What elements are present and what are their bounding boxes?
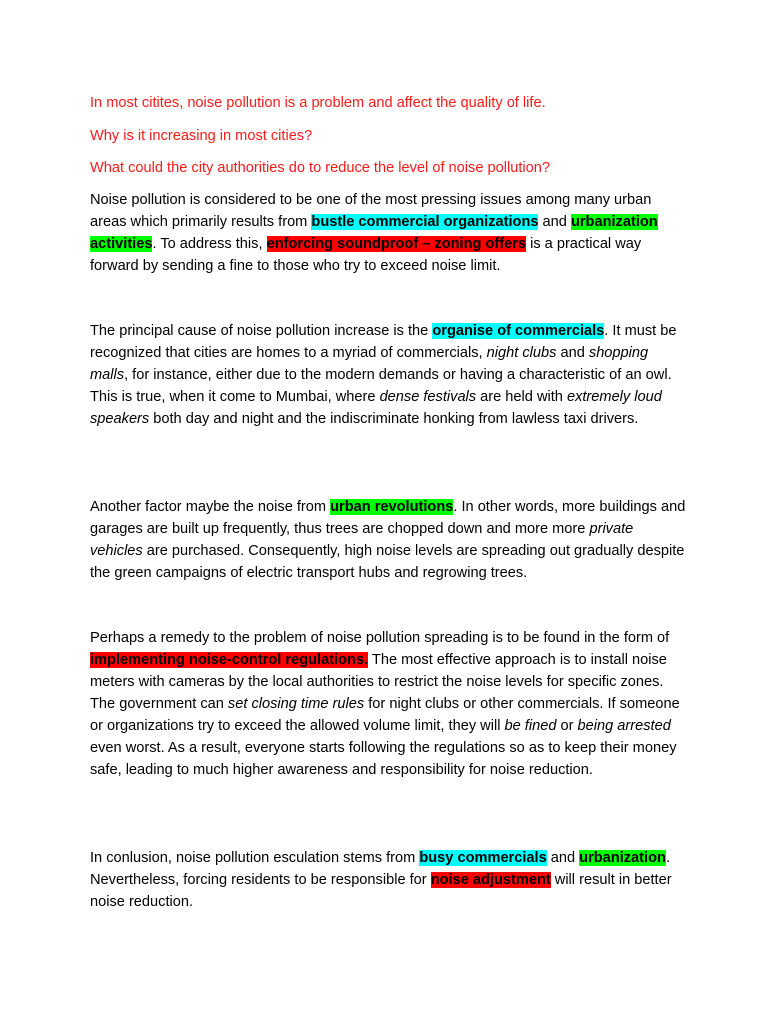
text-run: and xyxy=(556,345,589,361)
paragraph-another-factor xyxy=(90,496,690,584)
text-run: are held with xyxy=(476,389,567,405)
highlight-green: urbanization activities xyxy=(90,214,658,252)
italic-text: extremely loud speakers xyxy=(90,389,662,427)
text-run: , for instance, either due to the modern demands or having a characteristic of an owl. This is true, when it come to Mumbai, where xyxy=(90,367,672,405)
text-run: or xyxy=(556,718,578,734)
highlight-red: noise adjustment xyxy=(430,872,551,888)
text-run: even worst. As a result, everyone starts following the regulations so as to keep their money safe, leading to much higher awareness and responsibility for noise reduction. xyxy=(90,740,677,778)
text-run: is a practical way forward by sending a fine to those who try to exceed noise limit. xyxy=(90,236,642,274)
highlight-red: implementing noise-control regulations. xyxy=(90,652,369,668)
italic-text: night clubs xyxy=(486,345,557,361)
italic-text: be fined xyxy=(504,718,557,734)
paragraph-conclusion xyxy=(90,847,690,913)
text-run: will result in better noise reduction. xyxy=(90,872,672,910)
text-run: . Nevertheless, forcing residents to be responsible for xyxy=(90,850,670,888)
text-run: . To address this, xyxy=(152,236,267,252)
text-run: In conlusion, noise pollution esculation stems from xyxy=(90,850,420,866)
text-run: . It must be recognized that cities are homes to a myriad of commercials, xyxy=(90,323,677,361)
text-run: for night clubs or other commercials. If someone or organizations try to exceed the allowed volume limit, they will xyxy=(90,696,680,734)
highlight-cyan: organise of commercials xyxy=(432,323,605,339)
italic-text: dense festivals xyxy=(379,389,477,405)
italic-text: being arrested xyxy=(577,718,671,734)
text-run: both day and night and the indiscriminate honking from lawless taxi drivers. xyxy=(149,411,639,427)
paragraph-remedy xyxy=(90,627,690,781)
italic-text: shopping malls xyxy=(90,345,649,383)
highlight-red: enforcing soundproof – zoning offers xyxy=(266,236,527,252)
paragraph-introduction xyxy=(90,189,690,277)
italic-text: private vehicles xyxy=(90,521,634,559)
text-run: Perhaps a remedy to the problem of noise pollution spreading is to be found in the form of xyxy=(90,630,670,646)
text-run: and xyxy=(538,214,571,230)
text-run: The most effective approach is to install noise meters with cameras by the local authorities to restrict the noise levels for specific zones. The government can xyxy=(90,652,667,712)
essay-prompt-3: What could the city authorities do to reduce the level of noise pollution? xyxy=(90,160,550,176)
italic-text: set closing time rules xyxy=(227,696,365,712)
highlight-cyan: busy commercials xyxy=(419,850,547,866)
highlight-cyan: bustle commercial organizations xyxy=(311,214,539,230)
paragraph-principal-cause xyxy=(90,320,690,430)
essay-prompt-2: Why is it increasing in most cities? xyxy=(90,128,313,144)
essay-prompt-1: In most citites, noise pollution is a problem and affect the quality of life. xyxy=(90,95,546,111)
highlight-green: urban revolutions xyxy=(330,499,454,515)
text-run: . In other words, more buildings and garages are built up frequently, thus trees are chopped down and more more xyxy=(90,499,686,537)
text-run: Noise pollution is considered to be one of the most pressing issues among many urban areas which primarily results from xyxy=(90,192,652,230)
text-run: are purchased. Consequently, high noise levels are spreading out gradually despite the green campaigns of electric transport hubs and regrowing trees. xyxy=(90,543,685,581)
text-run: and xyxy=(546,850,580,866)
text-run: Another factor maybe the noise from xyxy=(90,499,331,515)
highlight-green: urbanization xyxy=(579,850,666,866)
text-run: The principal cause of noise pollution increase is the xyxy=(90,323,433,339)
